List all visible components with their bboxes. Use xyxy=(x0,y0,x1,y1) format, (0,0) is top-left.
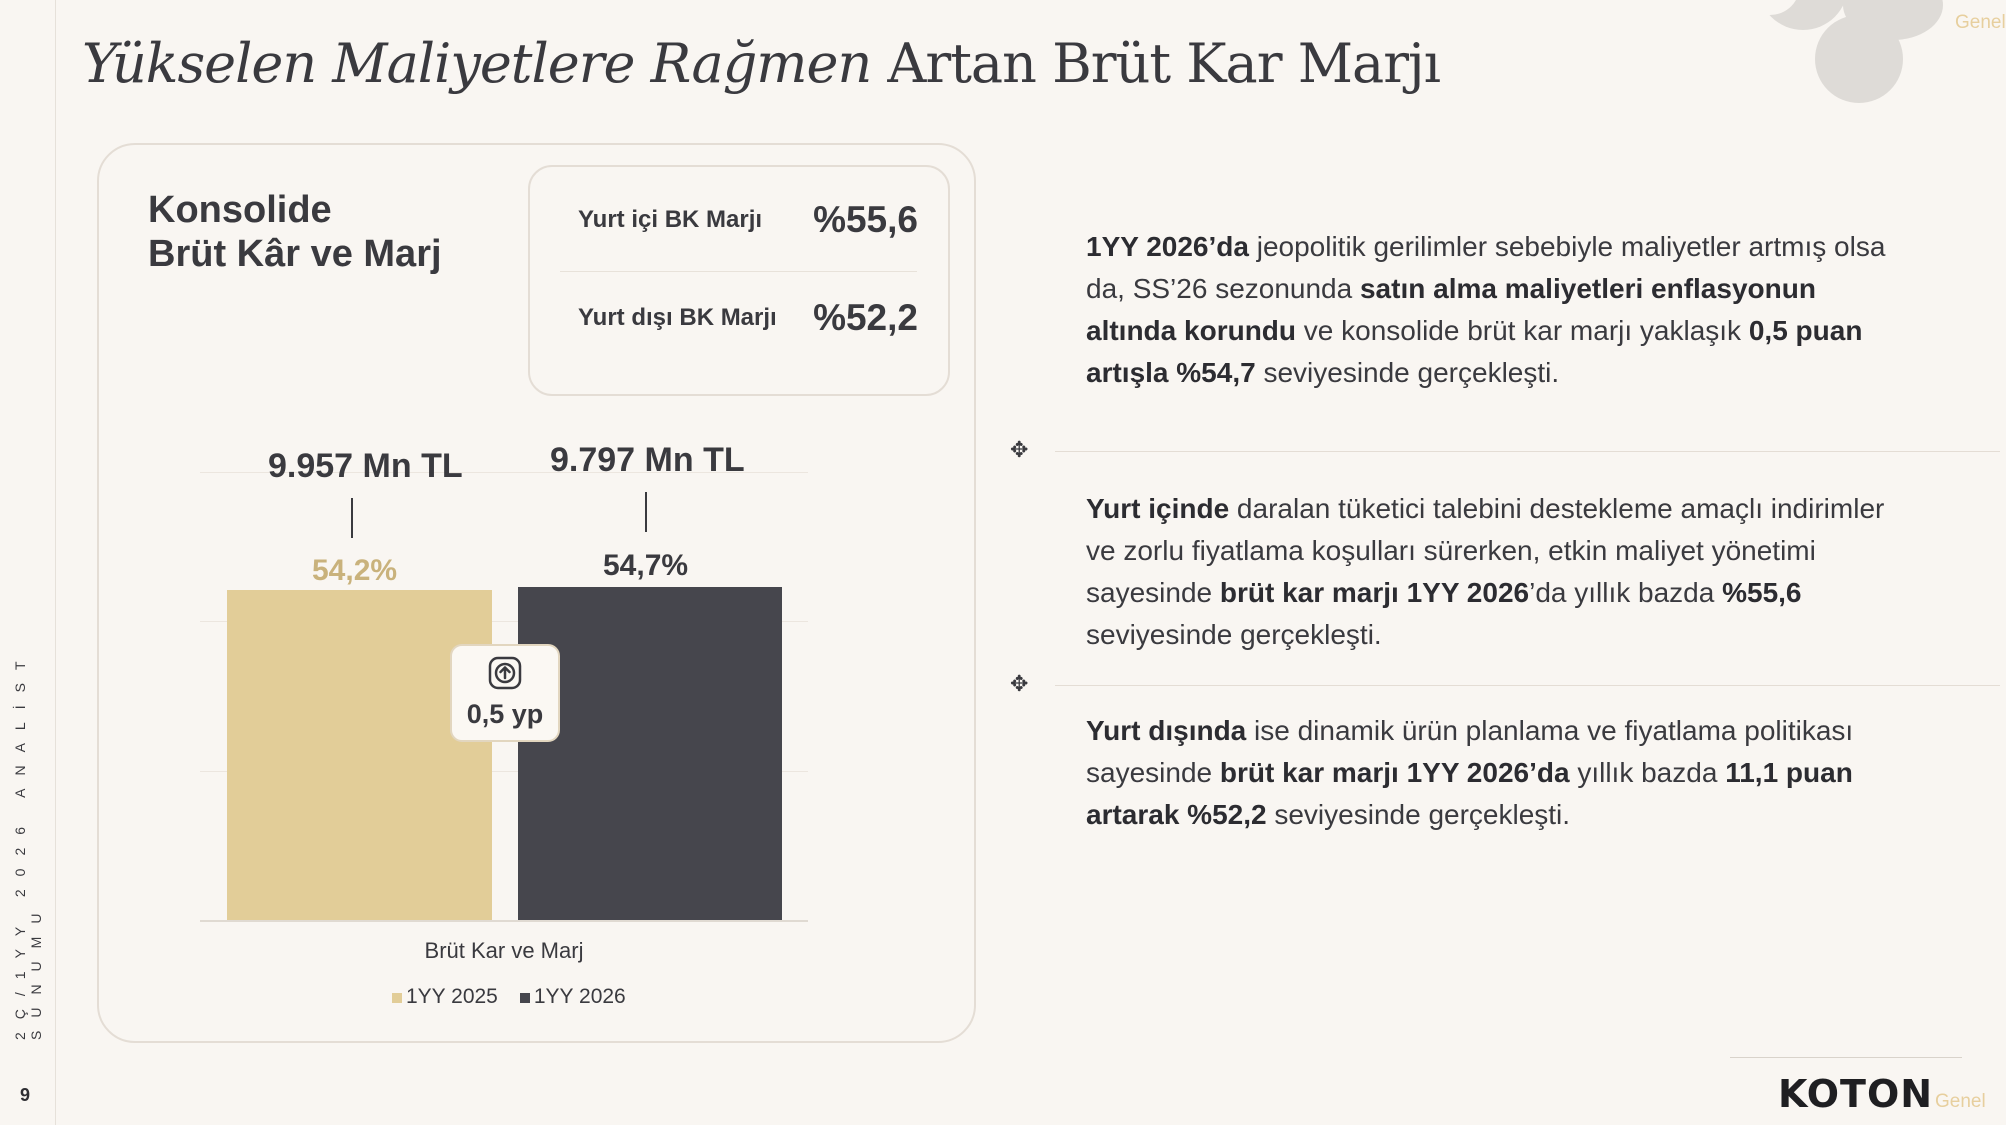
margin-change-badge xyxy=(450,644,560,742)
value-connector-2025 xyxy=(351,498,353,538)
arrow-up-circle-icon xyxy=(452,656,558,695)
kpi-domestic-value: %55,6 xyxy=(813,199,918,240)
commentary-paragraph-consolidated xyxy=(1086,226,1906,394)
paragraph-run: satın alma maliyetleri enflasyonun altında korundu xyxy=(1086,273,1816,346)
bar-1yy-2025 xyxy=(227,590,492,921)
chart-legend xyxy=(392,985,626,1009)
legend-swatch-2026 xyxy=(520,993,530,1003)
paragraph-run: jeopolitik gerilimler sebebiyle maliyetler artmış olsa da, SS’26 sezonunda xyxy=(1086,231,1886,304)
paragraph-run: 0,5 puan artışla %54,7 xyxy=(1086,315,1863,388)
classification-tag-top: Genel xyxy=(1955,12,2006,33)
paragraph-run: brüt kar marjı 1YY 2026’da xyxy=(1219,757,1570,788)
margin-change-value: 0,5 yp xyxy=(466,699,544,729)
page-title-regular: Artan Brüt Kar Marjı xyxy=(887,32,1441,95)
paragraph-run: Yurt dışında xyxy=(1086,715,1247,746)
footer-divider xyxy=(1730,1057,1962,1058)
value-connector-2026 xyxy=(645,492,647,532)
paragraph-run: seviyesinde gerçekleşti. xyxy=(1086,619,1382,650)
kpi-international xyxy=(548,288,918,348)
legend-swatch-2025 xyxy=(392,993,402,1003)
kpi-domestic xyxy=(548,190,918,250)
commentary-paragraph-international xyxy=(1086,710,1906,836)
decor-circle-3 xyxy=(1815,15,1903,103)
commentary-paragraph-domestic xyxy=(1086,488,1906,656)
card-title-line2: Brüt Kâr ve Marj xyxy=(148,233,442,275)
kpi-domestic-label: Yurt içi BK Marjı xyxy=(578,206,763,233)
paragraph-run: brüt kar marjı 1YY 2026 xyxy=(1219,577,1530,608)
koton-logo: KOTON xyxy=(1778,1072,1934,1116)
legend-label-2026: 1YY 2026 xyxy=(533,985,626,1008)
paragraph-run: ’da yıllık bazda xyxy=(1529,577,1723,608)
card-title-line1: Konsolide xyxy=(148,189,332,231)
paragraph-run: %55,6 xyxy=(1722,577,1802,608)
classification-tag-bottom: Genel xyxy=(1935,1091,1986,1112)
paragraph-run: 11,1 puan artarak %52,2 xyxy=(1086,757,1853,830)
paragraph-run: ise dinamik ürün planlama ve fiyatlama politikası sayesinde xyxy=(1086,715,1854,788)
vertical-presentation-label: 2Ç/1YY 2026 ANALİST SUNUMU xyxy=(12,648,44,1040)
section-divider xyxy=(1055,685,2000,686)
x-axis xyxy=(200,920,808,922)
bar-value-label-2026: 9.797 Mn TL xyxy=(550,441,745,479)
paragraph-run: yıllık bazda xyxy=(1569,757,1726,788)
card-title xyxy=(148,188,442,276)
bar-margin-label-2026: 54,7% xyxy=(603,549,689,582)
kpi-divider xyxy=(560,271,917,272)
bar-1yy-2026 xyxy=(518,587,782,921)
paragraph-run: seviyesinde gerçekleşti. xyxy=(1255,357,1560,388)
kpi-international-value: %52,2 xyxy=(813,297,918,338)
bar-margin-label-2025: 54,2% xyxy=(312,554,398,587)
section-divider xyxy=(1055,451,2000,452)
x-axis-label: Brüt Kar ve Marj xyxy=(424,938,584,963)
paragraph-run: seviyesinde gerçekleşti. xyxy=(1266,799,1571,830)
paragraph-run: ve konsolide brüt kar marjı yaklaşık xyxy=(1296,315,1749,346)
legend-label-2025: 1YY 2025 xyxy=(406,985,498,1008)
page-number: 9 xyxy=(20,1085,31,1105)
legend-item-2026 xyxy=(520,985,626,1009)
kpi-international-label: Yurt dışı BK Marjı xyxy=(578,304,777,331)
paragraph-run: Yurt içinde xyxy=(1086,493,1230,524)
page-title xyxy=(82,32,1440,95)
diamond-bullet-icon: ✥ xyxy=(1010,437,1029,462)
page-title-italic: Yükselen Maliyetlere Rağmen xyxy=(82,32,872,95)
paragraph-run: daralan tüketici talebini destekleme amaçlı indirimler ve zorlu fiyatlama koşulları sürerken, etkin maliyet yönetimi sayesinde xyxy=(1086,493,1885,608)
legend-item-2025 xyxy=(392,985,498,1009)
diamond-bullet-icon: ✥ xyxy=(1010,671,1029,696)
paragraph-run: 1YY 2026’da xyxy=(1086,231,1249,262)
bar-value-label-2025: 9.957 Mn TL xyxy=(268,447,463,485)
